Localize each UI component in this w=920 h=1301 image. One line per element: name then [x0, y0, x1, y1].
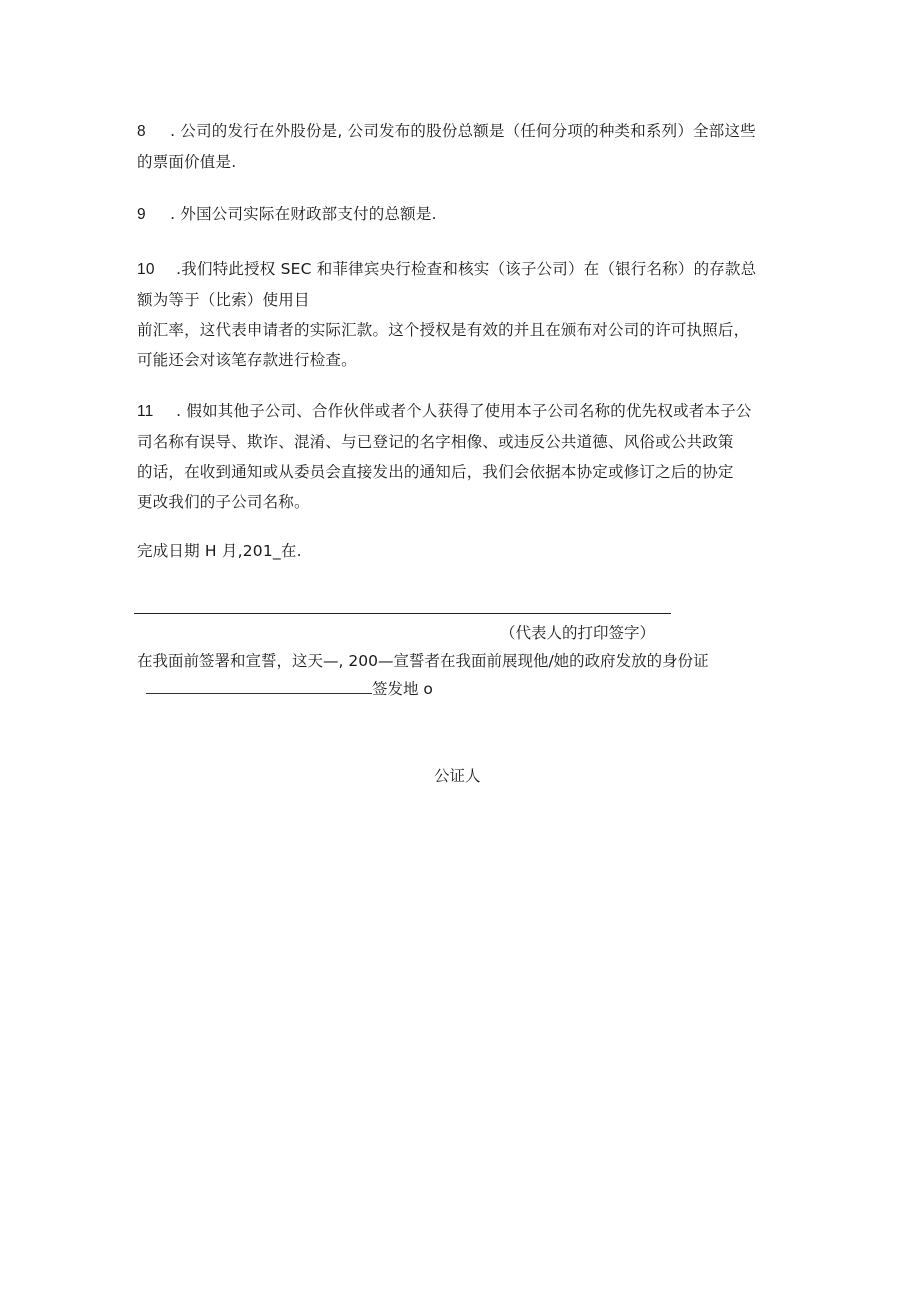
completion-date: 完成日期 H 月,201_在. [137, 542, 302, 560]
clause-11-line-1 [137, 396, 787, 427]
clause-10-line-4: 可能还会对该笔存款进行检查。 [137, 351, 357, 369]
signature-caption: （代表人的打印签字） [500, 624, 656, 642]
clause-10-line-3: 前汇率，这代表申请者的实际汇款。这个授权是有效的并且在颁布对公司的许可执照后， [137, 321, 750, 339]
clause-9-number: 9 [137, 206, 146, 223]
clause-10-text-1: .我们特此授权 SEC 和菲律宾央行检查和核实（该子公司）在（银行名称）的存款总 [171, 260, 757, 278]
clause-10-line-1 [137, 254, 787, 285]
clause-10-number: 10 [137, 261, 155, 278]
sworn-statement: 在我面前签署和宣誓，这天—, 200—宣誓者在我面前展现他/她的政府发放的身份证 [137, 652, 709, 670]
issued-at-row [146, 675, 433, 703]
clause-8-line-1 [137, 116, 787, 147]
clause-8-number: 8 [137, 123, 146, 140]
clause-9 [137, 199, 787, 230]
clause-11 [137, 396, 787, 517]
issued-at-blank [146, 676, 372, 694]
clause-9-line-1 [137, 199, 787, 230]
clause-10 [137, 254, 787, 375]
clause-11-line-3: 的话，在收到通知或从委员会直接发出的通知后，我们会依据本协定或修订之后的协定 [137, 463, 734, 481]
clause-11-line-4: 更改我们的子公司名称。 [137, 493, 310, 511]
clause-11-text-1: . 假如其他子公司、合作伙伴或者个人获得了使用本子公司名称的优先权或者本子公 [171, 402, 752, 420]
clause-11-line-2: 司名称有误导、欺诈、混淆、与已登记的名字相像、或违反公共道德、风俗或公共政策 [137, 433, 734, 451]
clause-8-line-2: 的票面价值是. [137, 153, 237, 171]
clause-9-text-1: . 外国公司实际在财政部支付的总额是. [165, 205, 437, 223]
clause-11-number: 11 [137, 403, 154, 420]
issued-at-label: 签发地 o [372, 680, 433, 698]
clause-8-text-1: . 公司的发行在外股份是, 公司发布的股份总额是（任何分项的种类和系列）全部这些 [165, 122, 756, 140]
clause-10-line-2: 额为等于（比索）使用目 [137, 291, 310, 309]
notary-label: 公证人 [434, 767, 481, 785]
clause-8 [137, 116, 787, 177]
signature-line [134, 613, 671, 614]
